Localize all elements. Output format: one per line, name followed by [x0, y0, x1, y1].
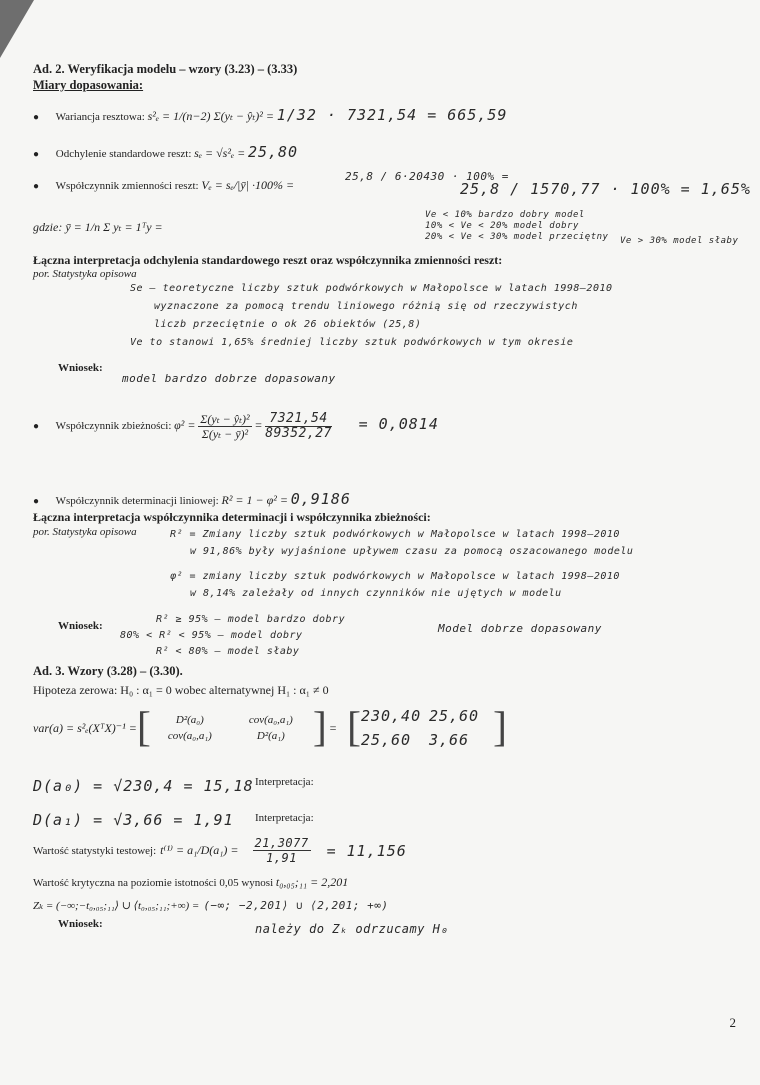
wniosek-2-handwritten	[120, 612, 345, 660]
var-hw21: 25,60	[360, 731, 412, 749]
determinacja-label: Współczynnik determinacji liniowej:	[55, 495, 219, 507]
row-wariancja	[33, 106, 507, 124]
interp1-line-1: Se – teoretyczne liczby sztuk podwórkowych w Małopolsce w latach 1998–2010	[130, 283, 613, 294]
interp2-line-2: w 91,86% były wyjaśnione upływem czasu za pomocą oszacowanego modelu	[190, 546, 634, 557]
zbieznosc-label: Współczynnik zbieżności:	[55, 420, 172, 433]
interp2-line-1: R² = Zmiany liczby sztuk podwórkowych w Małopolsce w latach 1998–2010	[170, 529, 620, 540]
bullet-icon: ●	[33, 421, 40, 433]
zk-handwritten: (−∞; −2,201⟩ ∪ ⟨2,201; +∞)	[203, 899, 389, 912]
interp2-line-4: w 8,14% zależały od innych czynników nie ujętych w modelu	[190, 588, 562, 599]
ve-side-note: Ve > 30% model słaby	[620, 236, 739, 246]
wspolczynnik-zm-label: Współczynnik zmienności reszt:	[55, 180, 199, 192]
zbieznosc-hw-den: 89352,27	[265, 426, 332, 441]
wspolczynnik-zm-handwritten-2: 25,8 / 1570,77 · 100% = 1,65%	[460, 180, 751, 198]
row-zbieznosc: ● Współczynnik zbieżności: φ² = $\frac{\text{Σ(yₜ − ŷₜ)²}}{\text{Σ(yₜ − ȳ)²}}$ = $\frac{7321,54}{89352,27}$ = 0,0814	[33, 411, 439, 441]
wniosek2-line-1: R² ≥ 95% – model bardzo dobry	[156, 614, 346, 625]
wariancja-formula: s²ₑ = 1/(n−2) Σ(yₜ − ŷₜ)² =	[147, 109, 274, 123]
wniosek2-line-2: 80% < R² < 95% – model dobry	[120, 630, 303, 641]
wniosek2-line-3: R² < 80% – model słaby	[156, 646, 300, 657]
da0-interpretacja: Interpretacja:	[255, 776, 314, 788]
bullet-icon: ●	[33, 112, 40, 123]
wniosek-label-1: Wniosek:	[58, 362, 103, 374]
var-m22: D²(a₁)	[256, 730, 285, 742]
zbieznosc-fraction	[198, 412, 251, 441]
da1-formula: D(a₁) = √3,66 = 1,91	[33, 811, 234, 829]
hw-bracket-left-icon: [	[346, 705, 361, 751]
bullet-icon: ●	[33, 496, 40, 507]
odchylenie-label: Odchylenie standardowe reszt:	[55, 148, 192, 160]
zbieznosc-den: Σ(yₜ − ȳ)²	[201, 427, 249, 441]
heading-miary: Miary dopasowania:	[33, 78, 144, 92]
por-statystyka-1: por. Statystyka opisowa	[33, 268, 137, 280]
row-odchylenie	[33, 143, 298, 161]
zbieznosc-hw-result: = 0,0814	[358, 415, 439, 434]
por-statystyka-2: por. Statystyka opisowa	[33, 526, 137, 538]
laczna-interpretacja-2: Łączna interpretacja współczynnika determinacji i współczynnika zbieżności:	[33, 510, 431, 524]
laczna-interpretacja-1: Łączna interpretacja odchylenia standardowego reszt oraz współczynnika zmienności reszt:	[33, 253, 503, 267]
interp1-line-3: liczb przeciętnie o ok 26 obiektów (25,8)	[154, 319, 422, 330]
row-statystyka	[33, 836, 407, 865]
interpretacja-1-handwritten	[130, 280, 613, 352]
determinacja-handwritten: 0,9186	[290, 490, 351, 508]
wniosek-2-side: Model dobrze dopasowany	[438, 622, 602, 635]
interp1-line-2: wyznaczone za pomocą trendu liniowego różnią się od rzeczywistych	[154, 301, 578, 312]
kryt-label: Wartość krytyczna na poziomie istotności 0,05 wynosi	[33, 877, 274, 889]
interpretacja-2-handwritten	[170, 526, 633, 602]
stat-hw-fraction	[253, 836, 311, 865]
wniosek-label-3: Wniosek:	[58, 918, 103, 930]
interp2-line-3: φ² = zmiany liczby sztuk podwórkowych w Małopolsce w latach 1998–2010	[170, 571, 620, 582]
bullet-icon: ●	[33, 149, 40, 160]
zbieznosc-num: Σ(yₜ − ŷₜ)²	[200, 412, 250, 426]
ve-note-3: 20% < Ve < 30% model przeciętny	[425, 232, 609, 242]
wniosek-3-handwritten: należy do Zₖ odrzucamy H₀	[255, 922, 449, 936]
row-krytyczna	[33, 875, 348, 890]
zbieznosc-hw-num: 7321,54	[265, 412, 332, 427]
var-m21: cov(a₀,a₁)	[167, 730, 212, 742]
heading-ad3: Ad. 3. Wzory (3.28) – (3.30).	[33, 664, 183, 678]
hw-bracket-right-icon: ]	[492, 705, 507, 751]
var-hw-matrix	[361, 707, 493, 749]
hipoteza: Hipoteza zerowa: H₀ : α₁ = 0 wobec alternatywnej H₁ : α₁ ≠ 0	[33, 683, 329, 697]
var-m11: D²(a₀)	[175, 714, 204, 726]
var-hw11: 230,40	[360, 707, 422, 725]
wariancja-handwritten: 1/32 · 7321,54 = 665,59	[276, 106, 508, 124]
var-lhs: var(a) = s²ₑ(XᵀX)⁻¹ =	[33, 720, 137, 735]
stat-hw-result: = 11,156	[326, 841, 407, 860]
bracket-left-icon: [	[136, 705, 151, 751]
interp1-line-4: Ve to stanowi 1,65% średniej liczby sztuk podwórkowych w tym okresie	[130, 337, 574, 348]
zbieznosc-lhs: φ² =	[174, 418, 196, 433]
ve-note-2: 10% < Ve < 20% model dobry	[425, 221, 579, 231]
da0-formula: D(a₀) = √230,4 = 15,18	[33, 777, 254, 795]
kryt-t: t₀,₀₅;₁₁ = 2,201	[275, 875, 349, 889]
stat-hw-num: 21,3077	[254, 836, 309, 850]
ve-note-1: Ve < 10% bardzo dobry model	[425, 210, 585, 220]
row-determinacja	[33, 490, 351, 508]
wniosek-label-2: Wniosek:	[58, 620, 103, 632]
da1-interpretacja: Interpretacja:	[255, 812, 314, 824]
row-wspolczynnik-zmiennosci	[33, 178, 294, 193]
page-number: 2	[729, 1015, 736, 1030]
wspolczynnik-zm-handwritten-1: 25,8 / 6·20430 · 100% =	[345, 170, 509, 183]
var-matrix-row: var(a) = s²ₑ(XᵀX)⁻¹ = [ D²(a₀) cov(a₀,a₁) cov(a₀,a₁) D²(a₁) ] = [ 230,40 25,60 25,60 3,66 ]	[33, 705, 507, 751]
odchylenie-formula: sₑ = √s²ₑ =	[194, 146, 246, 160]
zbieznosc-hw-fraction	[265, 412, 332, 441]
row-zk	[33, 896, 389, 914]
heading-ad2: Ad. 2. Weryfikacja modelu – wzory (3.23) – (3.33)	[33, 62, 298, 76]
zk-formula: Zₖ = (−∞;−t₀,₀₅;₁₁⟩ ∪ ⟨t₀,₀₅;₁₁;+∞) =	[33, 900, 200, 912]
var-hw12: 25,60	[428, 707, 480, 725]
gdzie-formula: gdzie: ȳ = 1/n Σ yₜ = 1ᵀy =	[33, 220, 163, 234]
var-m12: cov(a₀,a₁)	[248, 714, 293, 726]
wspolczynnik-zm-formula: Vₑ = sₑ/|ȳ| ·100% =	[201, 178, 295, 192]
wariancja-label: Wariancja resztowa:	[55, 111, 145, 123]
var-matrix	[151, 714, 313, 742]
bracket-right-icon: ]	[312, 705, 327, 751]
ve-notes	[425, 210, 608, 243]
scan-corner	[0, 0, 34, 58]
stat-label: Wartość statystyki testowej:	[33, 844, 157, 857]
stat-hw-den: 1,91	[266, 851, 297, 865]
wniosek-1-handwritten: model bardzo dobrze dopasowany	[122, 372, 336, 385]
bullet-icon: ●	[33, 181, 40, 192]
odchylenie-handwritten: 25,80	[247, 143, 299, 161]
determinacja-formula: R² = 1 − φ² =	[221, 493, 288, 507]
var-hw22: 3,66	[428, 731, 470, 749]
stat-formula: t⁽¹⁾ = a₁/D(a₁) =	[160, 843, 239, 857]
